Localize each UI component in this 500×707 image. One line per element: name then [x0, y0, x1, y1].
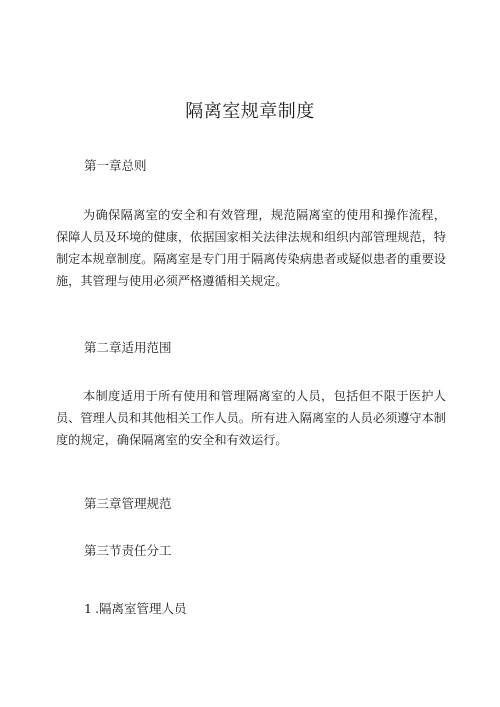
section-heading-chapter-3: 第三章管理规范 [84, 496, 172, 511]
list-item [84, 599, 187, 617]
document-title: 隔离室规章制度 [185, 101, 315, 122]
list-item-text: .隔离室管理人员 [95, 601, 187, 616]
section-heading-section-3: 第三节责任分工 [84, 543, 172, 558]
section-paragraph-chapter-1: 为确保隔离室的安全和有效管理，规范隔离室的使用和操作流程，保障人员及环境的健康，依据国家相关法律法规和组织内部管理规范，特制定本规章制度。隔离室是专门用于隔离传染病患者或疑似患者的重要设施，其管理与使用必须严格遵循相关规定。 [56, 208, 446, 288]
section-paragraph-chapter-2: 本制度适用于所有使用和管理隔离室的人员，包括但不限于医护人员、管理人员和其他相关工作人员。所有进入隔离室的人员必须遵守本制度的规定，确保隔离室的安全和有效运行。 [56, 389, 446, 447]
section-heading-chapter-1: 第一章总则 [84, 158, 147, 173]
list-item-number: 1 [84, 601, 92, 616]
section-heading-chapter-2: 第二章适用范围 [84, 340, 172, 355]
